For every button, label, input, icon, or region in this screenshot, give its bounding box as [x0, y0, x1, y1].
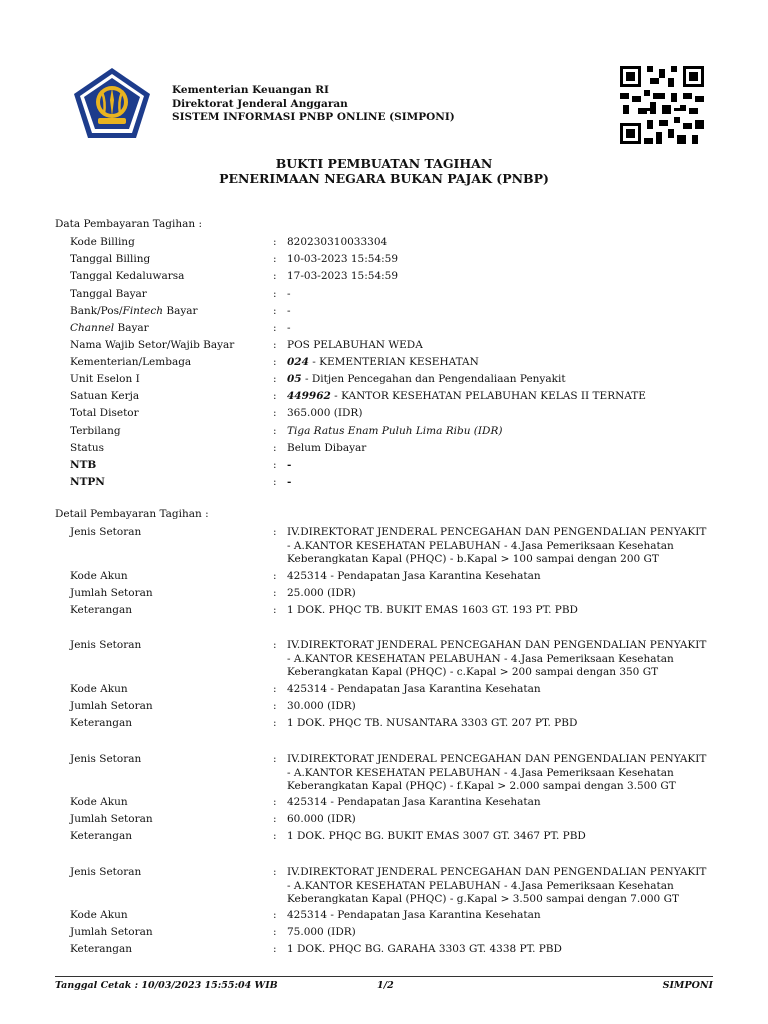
label: Keterangan [70, 943, 132, 955]
value: 425314 - Pendapatan Jasa Karantina Kesehatan [287, 796, 541, 808]
footer-print-date: Tanggal Cetak : 10/03/2023 15:55:04 WIB [55, 980, 278, 991]
label: Jenis Setoran [70, 639, 142, 651]
footer-page-number: 1/2 [377, 980, 394, 991]
value: 05 - Ditjen Pencegahan dan Pengendaliaan Penyakit [287, 373, 566, 385]
qr-code-icon [620, 66, 704, 144]
value: 1 DOK. PHQC BG. BUKIT EMAS 3007 GT. 3467 PT. PBD [287, 830, 586, 842]
label: Satuan Kerja [70, 390, 140, 402]
label: Terbilang [70, 425, 121, 437]
label: Jumlah Setoran [70, 813, 153, 825]
label: Kementerian/Lembaga [70, 356, 192, 368]
title-line-1: BUKTI PEMBUATAN TAGIHAN [275, 156, 493, 171]
label: Tanggal Kedaluwarsa [70, 270, 185, 282]
value: - [287, 459, 292, 471]
kemenkeu-logo-icon [72, 66, 152, 140]
value: - [287, 305, 291, 317]
footer-divider [55, 976, 713, 977]
value: IV.DIREKTORAT JENDERAL PENCEGAHAN DAN PENGENDALIAN PENYAKIT - A.KANTOR KESEHATAN PELABUHAN - 4.Jasa Pemeriksaan Kesehatan Keberangkatan Kapal (PHQC) - g.Kapal > 3.500 sampai dengan 7.000 GT [287, 866, 707, 905]
value: 1 DOK. PHQC TB. BUKIT EMAS 1603 GT. 193 PT. PBD [287, 604, 578, 616]
value: 425314 - Pendapatan Jasa Karantina Kesehatan [287, 909, 541, 921]
label: Kode Akun [70, 683, 128, 695]
value: 365.000 (IDR) [287, 407, 363, 419]
footer-brand: SIMPONI [662, 980, 713, 991]
label: Kode Akun [70, 909, 128, 921]
value: 449962 - KANTOR KESEHATAN PELABUHAN KELAS II TERNATE [287, 390, 646, 402]
label: Jenis Setoran [70, 866, 142, 878]
value: Belum Dibayar [287, 442, 367, 454]
value: 30.000 (IDR) [287, 700, 356, 712]
label: Total Disetor [70, 407, 139, 419]
label: Tanggal Bayar [70, 288, 147, 300]
label: Keterangan [70, 717, 132, 729]
value: 75.000 (IDR) [287, 926, 356, 938]
value: - [287, 288, 291, 300]
label: Bank/Pos/Fintech Bayar [70, 305, 198, 317]
label: Jumlah Setoran [70, 700, 153, 712]
label: Status [70, 442, 105, 454]
title-line-2: PENERIMAAN NEGARA BUKAN PAJAK (PNBP) [219, 171, 549, 186]
value: 60.000 (IDR) [287, 813, 356, 825]
label: Kode Billing [70, 236, 135, 248]
value: - [287, 476, 292, 488]
value: POS PELABUHAN WEDA [287, 339, 423, 351]
value: 25.000 (IDR) [287, 587, 356, 599]
header-line-2: Direktorat Jenderal Anggaran [172, 97, 348, 110]
value: 024 - KEMENTERIAN KESEHATAN [287, 356, 479, 368]
label: Nama Wajib Setor/Wajib Bayar [70, 339, 235, 351]
label: Kode Akun [70, 570, 128, 582]
document-title [0, 156, 768, 186]
label: Keterangan [70, 604, 132, 616]
detail-pembayaran-heading: Detail Pembayaran Tagihan : [55, 508, 209, 520]
label: Keterangan [70, 830, 132, 842]
value: 425314 - Pendapatan Jasa Karantina Kesehatan [287, 683, 541, 695]
label: Channel Bayar [70, 322, 149, 334]
header-line-3: SISTEM INFORMASI PNBP ONLINE (SIMPONI) [172, 111, 455, 123]
label: NTB [70, 459, 97, 471]
header [172, 84, 455, 125]
value: 17-03-2023 15:54:59 [287, 270, 399, 282]
value: IV.DIREKTORAT JENDERAL PENCEGAHAN DAN PENGENDALIAN PENYAKIT - A.KANTOR KESEHATAN PELABUHAN - 4.Jasa Pemeriksaan Kesehatan Keberangkatan Kapal (PHQC) - b.Kapal > 100 sampai dengan 200 GT [287, 526, 707, 565]
data-pembayaran-heading: Data Pembayaran Tagihan : [55, 218, 202, 230]
value: 10-03-2023 15:54:59 [287, 253, 399, 265]
value: Tiga Ratus Enam Puluh Lima Ribu (IDR) [287, 425, 503, 437]
label: Jenis Setoran [70, 526, 142, 538]
value: 1 DOK. PHQC BG. GARAHA 3303 GT. 4338 PT. PBD [287, 943, 562, 955]
label: Tanggal Billing [70, 253, 151, 265]
label: NTPN [70, 476, 105, 488]
value: 425314 - Pendapatan Jasa Karantina Kesehatan [287, 570, 541, 582]
value: IV.DIREKTORAT JENDERAL PENCEGAHAN DAN PENGENDALIAN PENYAKIT - A.KANTOR KESEHATAN PELABUHAN - 4.Jasa Pemeriksaan Kesehatan Keberangkatan Kapal (PHQC) - f.Kapal > 2.000 sampai dengan 3.500 GT [287, 753, 707, 792]
header-line-1: Kementerian Keuangan RI [172, 84, 329, 96]
value: - [287, 322, 291, 334]
value: 1 DOK. PHQC TB. NUSANTARA 3303 GT. 207 PT. PBD [287, 717, 578, 729]
value: 820230310033304 [287, 236, 388, 248]
value: IV.DIREKTORAT JENDERAL PENCEGAHAN DAN PENGENDALIAN PENYAKIT - A.KANTOR KESEHATAN PELABUHAN - 4.Jasa Pemeriksaan Kesehatan Keberangkatan Kapal (PHQC) - c.Kapal > 200 sampai dengan 350 GT [287, 639, 707, 678]
label: Jumlah Setoran [70, 926, 153, 938]
label: Kode Akun [70, 796, 128, 808]
label: Jumlah Setoran [70, 587, 153, 599]
label: Unit Eselon I [70, 373, 140, 385]
label: Jenis Setoran [70, 753, 142, 765]
